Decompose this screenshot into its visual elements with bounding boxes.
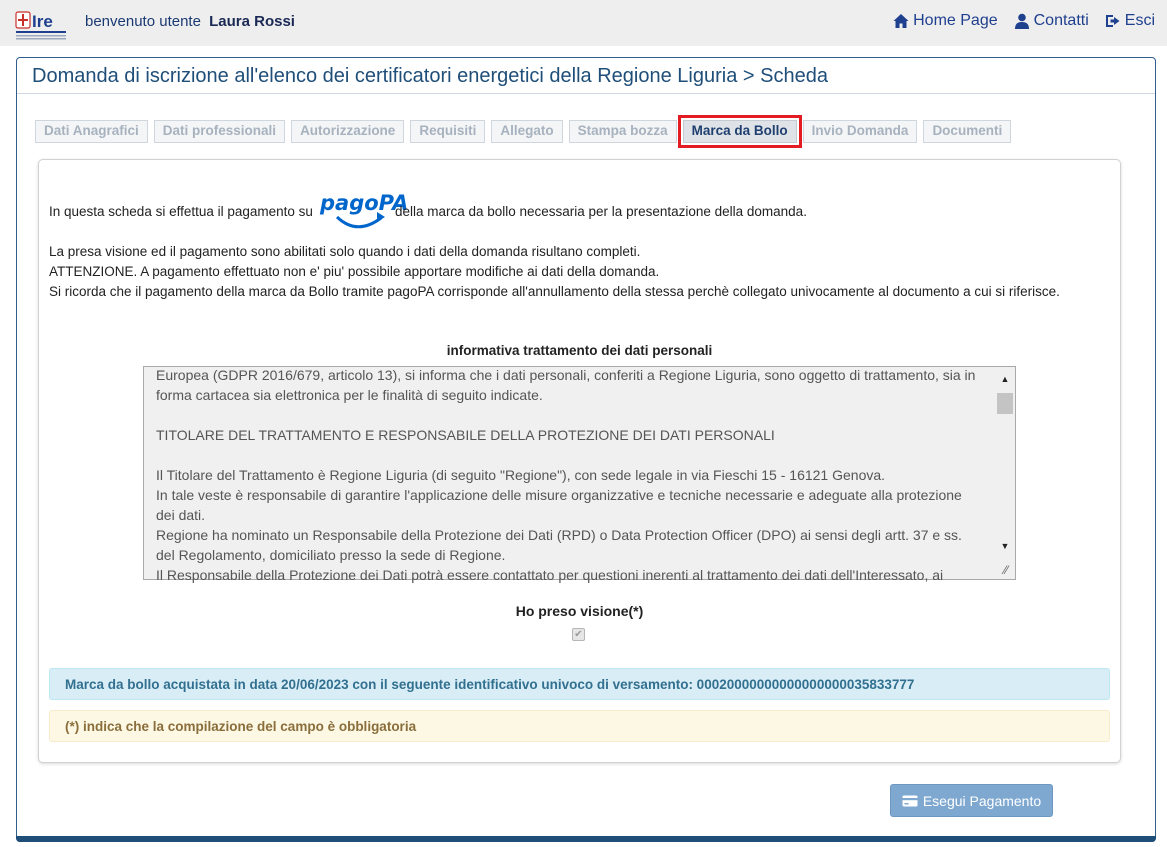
privacy-line: dei dati.: [156, 507, 206, 523]
tab-allegato[interactable]: Allegato: [491, 120, 562, 143]
checkmark-icon: ✔: [574, 628, 583, 640]
top-bar: [0, 0, 1167, 46]
acknowledge-checkbox[interactable]: [572, 628, 585, 641]
esci-label: Esci: [1124, 12, 1155, 29]
tab-autorizzazione[interactable]: Autorizzazione: [291, 120, 404, 143]
pagopa-logo-icon: [319, 188, 409, 234]
home-page-label: Home Page: [913, 12, 998, 29]
top-nav: [893, 12, 1155, 30]
home-page-link[interactable]: [893, 12, 998, 30]
privacy-title: informativa trattamento dei dati personali: [446, 343, 713, 358]
welcome-prefix: benvenuto utente: [85, 13, 201, 30]
tab-documenti[interactable]: Documenti: [923, 120, 1011, 143]
notes-block: [49, 242, 1060, 302]
user-icon: [1014, 13, 1030, 29]
page-title: Domanda di iscrizione all'elenco dei certificatori energetici della Regione Liguria > Scheda: [17, 58, 1155, 94]
privacy-line: Il Titolare del Trattamento è Regione Liguria (di seguito "Regione"), con sede legale in via Fieschi 15 - 16121 Genova.: [156, 467, 886, 483]
scrollbar-thumb[interactable]: [997, 393, 1013, 414]
privacy-text: [156, 365, 986, 585]
required-fields-alert: (*) indica che la compilazione del campo è obbligatoria: [49, 710, 1110, 742]
privacy-line: Regione ha nominato un Responsabile della Protezione dei Dati (RPD) o Data Protection Officer (DPO) ai sensi degli artt. 37 e ss.: [156, 527, 962, 543]
esegui-pagamento-button[interactable]: [890, 784, 1053, 817]
tab-marca-da-bollo[interactable]: Marca da Bollo: [683, 120, 797, 143]
privacy-line: Europea (GDPR 2016/679, articolo 13), si informa che i dati personali, conferiti a Regione Liguria, sono oggetto di trattamento, sia in: [156, 367, 976, 383]
svg-text:Ire: Ire: [32, 12, 53, 31]
note-line: Si ricorda che il pagamento della marca da Bollo tramite pagoPA corrisponde all'annullamento della stessa perchè collegato univocamente al documento a cui si riferisce.: [49, 284, 1060, 299]
tab-stampa-bozza[interactable]: Stampa bozza: [569, 120, 677, 143]
tab-dati-professionali[interactable]: Dati professionali: [154, 120, 285, 143]
note-line: La presa visione ed il pagamento sono abilitati solo quando i dati della domanda risultano completi.: [49, 244, 641, 259]
content-card: [38, 159, 1121, 763]
intro-line: [49, 188, 807, 234]
esegui-pagamento-label: Esegui Pagamento: [922, 792, 1042, 809]
privacy-textarea[interactable]: [143, 366, 1016, 583]
tab-bar: [35, 120, 1011, 143]
tab-dati-anagrafici[interactable]: Dati Anagrafici: [35, 120, 148, 143]
acknowledge-label: Ho preso visione(*): [515, 603, 644, 619]
privacy-line: TITOLARE DEL TRATTAMENTO E RESPONSABILE DELLA PROTEZIONE DEI DATI PERSONALI: [156, 427, 775, 443]
user-name: Laura Rossi: [209, 13, 295, 30]
panel-bottom-bar: [16, 836, 1156, 842]
note-line: ATTENZIONE. A pagamento effettuato non e' piu' possibile apportare modifiche ai dati della domanda.: [49, 264, 660, 279]
privacy-line: forma cartacea sia elettronica per le finalità di seguito indicate.: [156, 387, 543, 403]
privacy-line: Il Responsabile della Protezione dei Dati potrà essere contattato per questioni inerenti al trattamento dei dati dell'Interessato, ai: [156, 567, 944, 583]
scroll-down-arrow-icon[interactable]: ▼: [1000, 541, 1010, 551]
svg-text:pagoPA: pagoPA: [319, 191, 409, 215]
welcome-message: [85, 13, 295, 30]
esci-link[interactable]: [1105, 12, 1155, 30]
scroll-up-arrow-icon[interactable]: ▲: [1000, 374, 1010, 384]
resize-handle-icon[interactable]: ⁄⁄: [1003, 563, 1008, 577]
credit-card-icon: [902, 795, 918, 807]
privacy-line: del Regolamento, domiciliato presso la sede di Regione.: [156, 547, 506, 563]
logout-icon: [1105, 13, 1121, 29]
contatti-link[interactable]: [1014, 12, 1089, 30]
intro-text-before: In questa scheda si effettua il pagamento su: [49, 203, 313, 219]
contatti-label: Contatti: [1033, 12, 1089, 29]
tab-requisiti[interactable]: Requisiti: [410, 120, 485, 143]
privacy-line: In tale veste è responsabile di garantire l'applicazione delle misure organizzative e tecniche necessarie e adeguate alla protezione: [156, 487, 962, 503]
payment-info-alert: Marca da bollo acquistata in data 20/06/2023 con il seguente identificativo univoco di versamento: 00020000000000000000035833777: [49, 668, 1110, 700]
privacy-scrollbar[interactable]: [995, 367, 1015, 579]
ire-logo-icon[interactable]: [15, 9, 69, 42]
tab-invio-domanda[interactable]: Invio Domanda: [803, 120, 918, 143]
home-icon: [893, 13, 909, 29]
intro-text-after: della marca da bollo necessaria per la presentazione della domanda.: [394, 203, 807, 219]
main-panel: [16, 57, 1156, 842]
